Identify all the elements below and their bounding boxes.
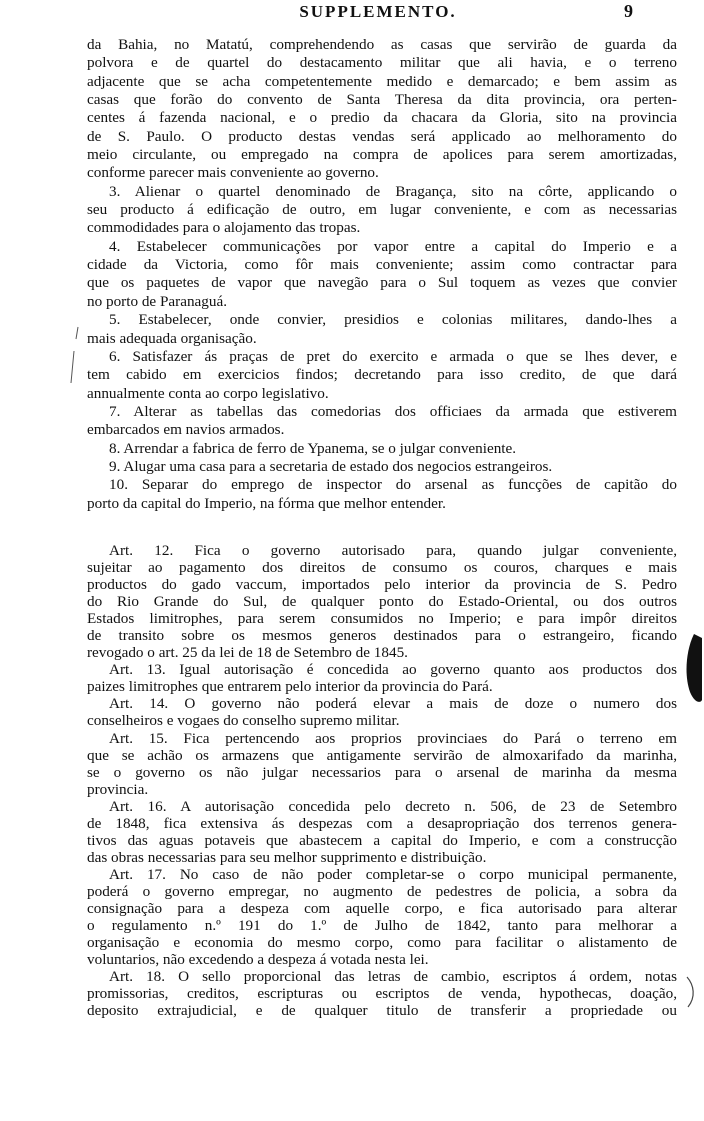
text-line: de 1848, fica extensiva ás despezas com a desapropriação dos terrenos genera- (87, 814, 677, 832)
text-line: de S. Paulo. O producto destas vendas será applicado ao melhoramento do (87, 127, 677, 145)
text-line: tivos das aguas potaveis que abastecem a capital do Imperio, e com a construcção (87, 831, 677, 849)
text-line: polvora e de quartel do destacamento militar que ali havia, e o terreno (87, 54, 677, 72)
section-articles (87, 542, 677, 1019)
text-line: adjacente que se acha competentemente medido e demarcado; e bem assim as (87, 72, 677, 90)
text-line: productos do gado vaccum, importados pelo interior da provincia de S. Pedro (87, 576, 677, 594)
text-line: seu producto á edificação de outro, em lugar conveniente, e com as necessarias (87, 201, 677, 219)
text-line: que os paquetes de vapor que navegão para o Sul toquem as vezes que convier (87, 274, 677, 292)
paragraph (87, 311, 677, 348)
text-line: Art. 14. O governo não poderá elevar a mais de doze o numero dos (109, 695, 677, 713)
margin-pencil-mark-icon (68, 325, 84, 385)
text-line: Art. 16. A autorisação concedida pelo decreto n. 506, de 23 de Setembro (109, 797, 677, 815)
paragraph (87, 542, 677, 661)
text-line: da Bahia, no Matatú, comprehendendo as casas que servirão de guarda da (87, 36, 677, 53)
text-line: Art. 15. Fica pertencendo aos proprios provinciaes do Pará o terreno em (109, 729, 677, 747)
text-line: deposito extrajudicial, e de qualquer titulo de transferir a propriedade ou (87, 1002, 677, 1020)
text-line: conselheiros e vogaes do conselho supremo militar. (87, 712, 400, 730)
text-line: casas que forão do convento de Santa Theresa da dita provincia, ora perten- (87, 91, 677, 109)
text-line: paizes limitrophes que entrarem pelo interior da provincia do Pará. (87, 678, 493, 696)
text-line: 3. Alienar o quartel denominado de Bragança, sito na côrte, applicando o (109, 182, 677, 200)
text-line: embarcados em navios armados. (87, 421, 285, 439)
margin-bracket-mark-icon (684, 975, 700, 1009)
text-line: porto da capital do Imperio, na fórma que melhor entender. (87, 494, 446, 512)
page-number: 9 (624, 1, 633, 21)
text-line: se o governo os não julgar necessarios para o arsenal de marinha da mesma (87, 763, 677, 781)
paragraph (87, 730, 677, 798)
margin-ink-blot-icon (682, 630, 704, 710)
text-line: Estados limitrophes, para serem consumidos no Imperio; e para impôr direitos (87, 610, 677, 628)
paragraph (87, 968, 677, 1019)
paragraph (87, 866, 677, 968)
text-line: de transito sobre os mesmos generos destinados para o estrangeiro, ficando (87, 627, 677, 645)
paragraph (87, 348, 677, 403)
paragraph (87, 476, 677, 513)
paragraph (87, 458, 677, 476)
paragraph (87, 238, 677, 311)
text-line: provincia. (87, 780, 149, 798)
text-line: Art. 17. No caso de não poder completar-se o corpo municipal permanente, (109, 865, 677, 883)
page-title: SUPPLEMENTO. (299, 2, 457, 21)
paragraph (87, 695, 677, 729)
text-line: conforme parecer mais conveniente ao governo. (87, 164, 379, 182)
text-line: Art. 18. O sello proporcional das letras de cambio, escriptos á ordem, notas (109, 968, 677, 986)
text-line: promissorias, creditos, escripturas ou escriptos de venda, hypothecas, doação, (87, 985, 677, 1003)
text-line: voluntarios, não excedendo a despeza á votada nesta lei. (87, 951, 429, 969)
text-line: Art. 12. Fica o governo autorisado para, quando julgar conveniente, (109, 542, 677, 559)
text-line: das obras necessarias para seu melhor supprimento e distribuição. (87, 848, 487, 866)
text-line: poderá o governo empregar, no augmento de pedestres de policia, a sobra da (87, 882, 677, 900)
text-line: que se achão os armazens que antigamente servirão de almoxarifado da marinha, (87, 746, 677, 764)
text-line: Art. 13. Igual autorisação é concedida ao governo quanto aos productos dos (109, 661, 677, 679)
text-line: centes á fazenda nacional, e o predio da chacara da Gloria, sito na provincia (87, 109, 677, 127)
paragraph (87, 661, 677, 695)
text-line: consignação para a despeza com aquelle corpo, e fica autorisado para alterar (87, 899, 677, 917)
text-line: 10. Separar do emprego de inspector do arsenal as funcções de capitão do (109, 476, 677, 494)
text-line: revogado o art. 25 da lei de 18 de Setembro de 1845. (87, 644, 408, 662)
text-line: 4. Estabelecer communicações por vapor entre a capital do Imperio e a (109, 237, 677, 255)
text-line: annualmente conta ao corpo legislativo. (87, 384, 329, 402)
text-line: 8. Arrendar a fabrica de ferro de Ypanema, se o julgar conveniente. (109, 439, 517, 457)
text-line: organisação e economia do mesmo corpo, como para facilitar o alistamento de (87, 934, 677, 952)
paragraph (87, 440, 677, 458)
text-line: cidade da Victoria, como fôr mais conveniente; assim como contractar para (87, 256, 677, 274)
paragraph (87, 798, 677, 866)
text-line: 5. Estabelecer, onde convier, presidios e colonias militares, dando-lhes a (109, 311, 677, 329)
text-line: mais adequada organisação. (87, 329, 257, 347)
text-line: 6. Satisfazer ás praças de pret do exercito e armada o que se lhes dever, e (109, 347, 677, 365)
text-line: 7. Alterar as tabellas das comedorias dos officiaes da armada que estiverem (109, 402, 677, 420)
text-line: 9. Alugar uma casa para a secretaria de estado dos negocios estrangeiros. (109, 457, 553, 475)
paragraph (87, 183, 677, 238)
section-numbered-items (87, 36, 677, 513)
text-line: tem cabido em exercicios findos; decretando para isso credito, de que dará (87, 366, 677, 384)
text-line: do Rio Grande do Sul, de qualquer ponto do Estado-Oriental, ou dos outros (87, 593, 677, 611)
text-line: o regulamento n.º 191 do 1.º de Julho de 1842, tanto para melhorar a (87, 917, 677, 935)
paragraph (87, 403, 677, 440)
text-line: sujeitar ao pagamento dos direitos de consumo os couros, charques e mais (87, 559, 677, 577)
text-line: commodidades para o alojamento das tropas. (87, 219, 361, 237)
text-line: meio circulante, ou empregado na compra de apolices para serem amortizadas, (87, 146, 677, 164)
paragraph (87, 36, 677, 183)
text-line: no porto de Paranaguá. (87, 292, 228, 310)
